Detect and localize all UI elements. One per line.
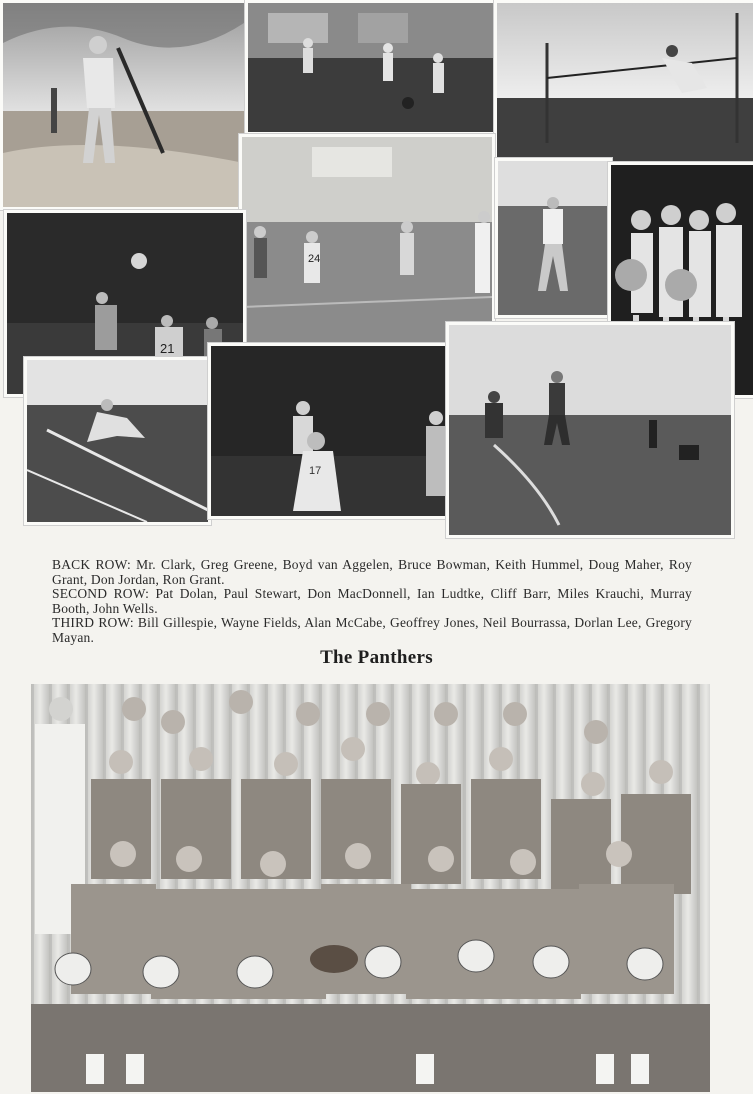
caption-second-row: SECOND ROW: Pat Dolan, Paul Stewart, Don MacDonnell, Ian Ludtke, Cliff Barr, Miles Krauchi, Murray Booth, John Wells. xyxy=(52,586,692,616)
photo-hurdles xyxy=(24,357,211,525)
jersey-number-24: 24 xyxy=(308,253,321,265)
page-title: The Panthers xyxy=(320,647,433,668)
jersey-number-21: 21 xyxy=(160,341,175,356)
roster-caption xyxy=(52,558,692,646)
photo-gym-basketball-1 xyxy=(245,0,498,135)
photo-track-runner xyxy=(495,158,612,318)
team-photo xyxy=(31,684,710,1092)
photo-gym-basketball-2 xyxy=(239,134,495,349)
caption-third-row: THIRD ROW: Bill Gillespie, Wayne Fields, Alan McCabe, Geoffrey Jones, Neil Bourrassa, Dorlan Lee, Gregory Mayan. xyxy=(52,615,692,645)
photo-high-jump xyxy=(494,0,753,164)
caption-back-row: BACK ROW: Mr. Clark, Greg Greene, Boyd van Aggelen, Bruce Bowman, Keith Hummel, Doug Maher, Roy Grant, Don Jordan, Ron Grant. xyxy=(52,557,692,587)
photo-shot-put xyxy=(0,0,247,210)
photo-field-event xyxy=(446,322,734,538)
jersey-number-17: 17 xyxy=(309,465,322,477)
photo-girls-basketball xyxy=(208,343,471,519)
